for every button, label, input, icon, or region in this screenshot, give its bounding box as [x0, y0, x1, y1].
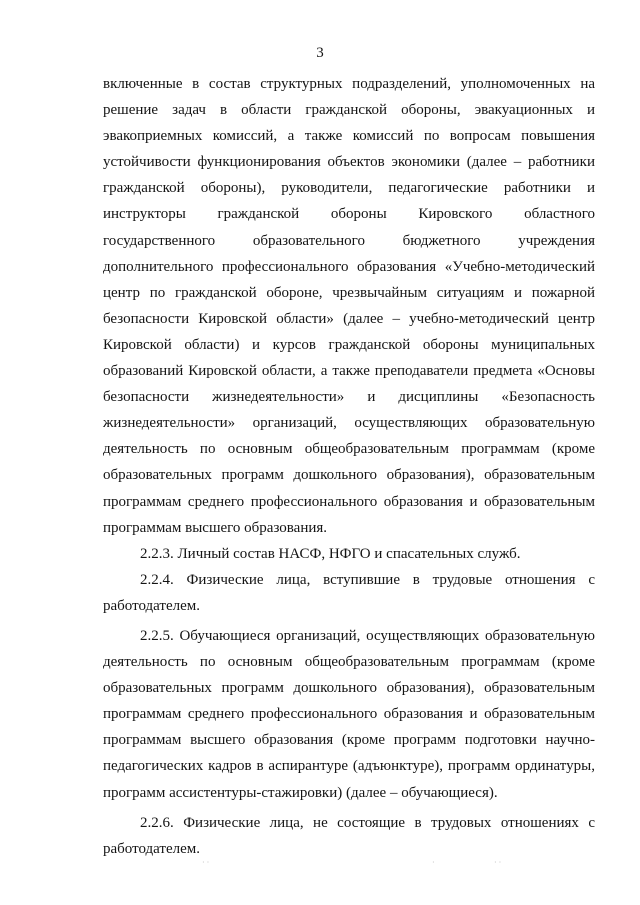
scan-artifact-mark: · [432, 858, 435, 867]
page-number: 3 [316, 45, 324, 61]
paragraph-continuation: включенные в состав структурных подразделений, уполномоченных на решение задач в области гражданской обороны, эвакуационных и эвакоприемных комиссий, а также комиссий по вопросам повышения устойчивости функционирования объектов экономики (далее – работники гражданской обороны), руководители, педагогические работники и инструкторы гражданской обороны Кировского областного государственного образовательного бюджетного учреждения дополнительного профессионального образования «Учебно-методический центр по гражданской обороне, чрезвычайным ситуациям и пожарной безопасности Кировской области» (далее – учебно-методический центр Кировской области) и курсов гражданской обороны муниципальных образований Кировской области, а также преподаватели предмета «Основы безопасности жизнедеятельности» и дисциплины «Безопасность жизнедеятельности» организаций, осуществляющих образовательную деятельность по основным общеобразовательным программам (кроме образовательных программ дошкольного образования), образовательным программам среднего профессионального образования и образовательным программам высшего образования. [103, 76, 595, 536]
scan-artifact-mark: · · [494, 858, 502, 867]
document-body [103, 71, 595, 862]
paragraph-2-2-6: 2.2.6. Физические лица, не состоящие в трудовых отношениях с работодателем. [103, 814, 595, 857]
paragraph-2-2-3: 2.2.3. Личный состав НАСФ, НФГО и спасательных служб. [140, 545, 521, 562]
scan-artifact-mark: · · [202, 858, 210, 867]
paragraph-2-2-5: 2.2.5. Обучающиеся организаций, осуществляющих образовательную деятельность по основным общеобразовательным программам (кроме образовательных программ дошкольного образования), образовательным программам среднего профессионального образования и образовательным программам высшего образования (кроме программ подготовки научно-педагогических кадров в аспирантуре (адъюнктуре), программ ординатуры, программ ассистентуры-стажировки) (далее – обучающиеся). [103, 627, 595, 801]
paragraph-2-2-4: 2.2.4. Физические лица, вступившие в трудовые отношения с работодателем. [103, 571, 595, 614]
